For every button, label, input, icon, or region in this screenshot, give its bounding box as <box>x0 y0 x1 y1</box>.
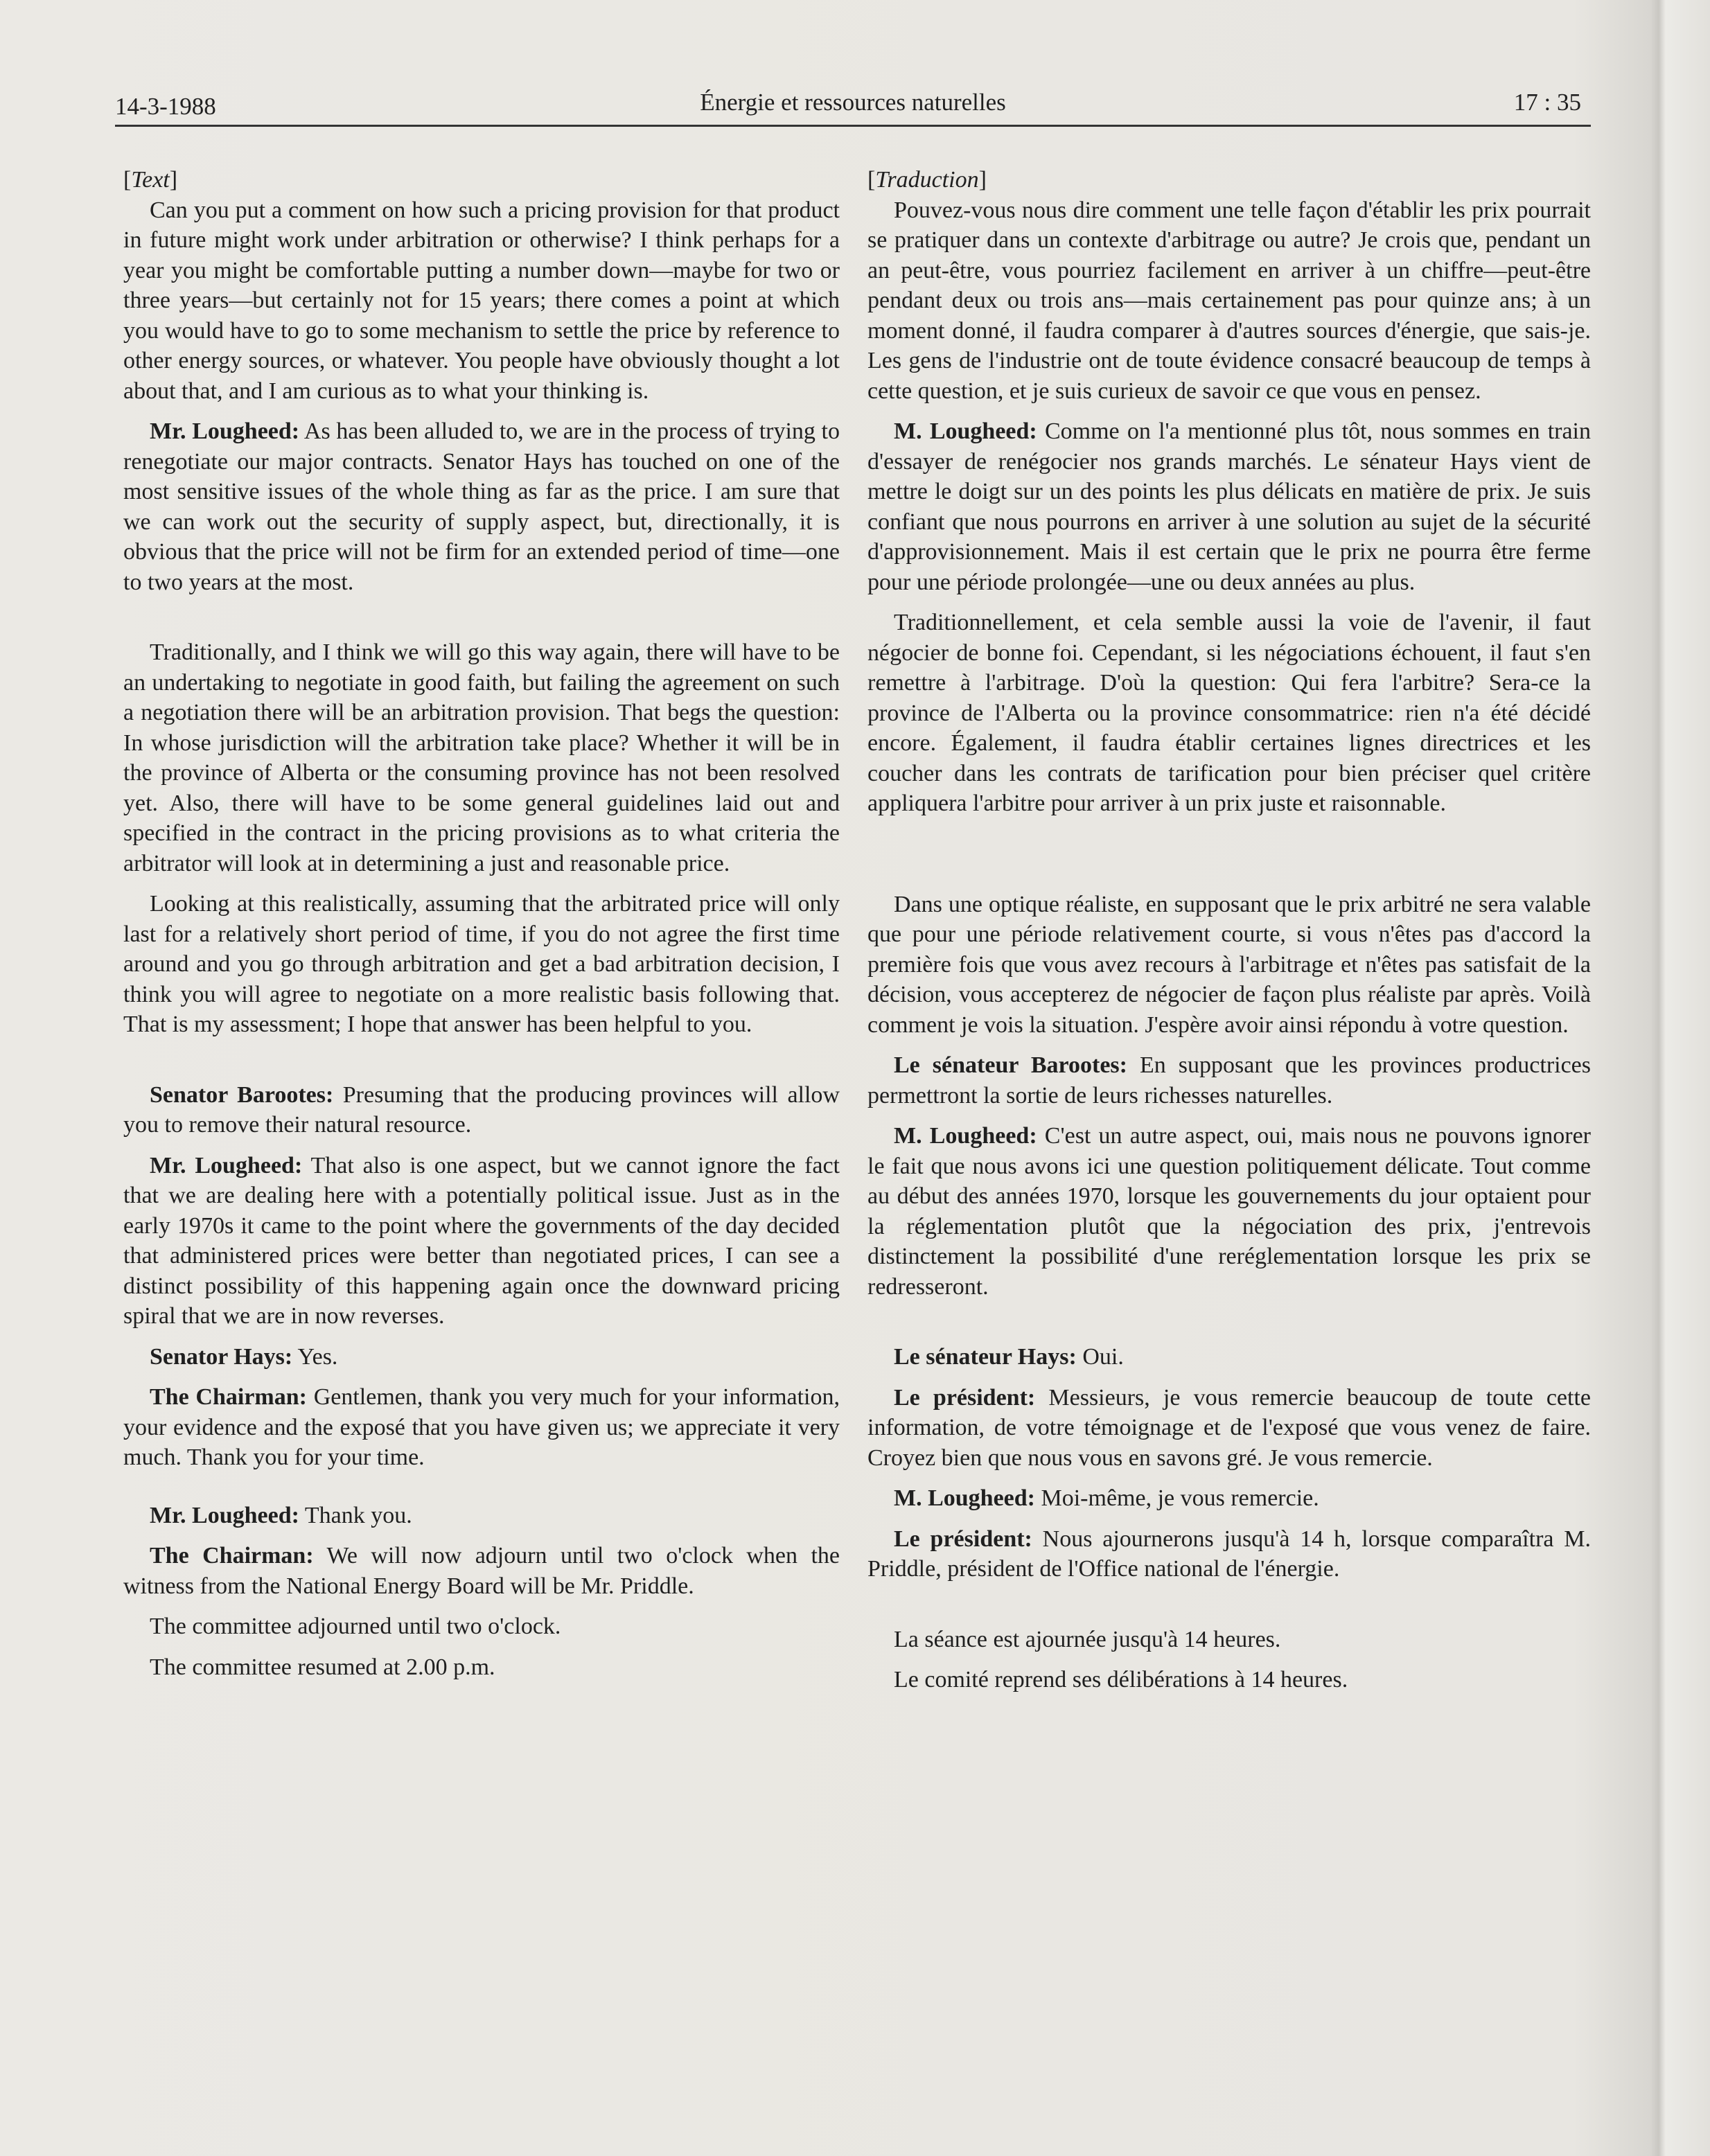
paragraph <box>867 1342 1591 1372</box>
paragraph <box>867 1383 1591 1474</box>
speech-text: Moi-même, je vous remercie. <box>1035 1485 1319 1511</box>
speech-text: We will now adjourn until two o'clock when the witness from the National Energy Board will be Mr. Priddle. <box>123 1543 840 1599</box>
paragraph: Traditionally, and I think we will go this way again, there will have to be an undertaking to negotiate in good faith, but failing the agreement on such a negotiation there will be an arbitration provision. That begs the question: In whose jurisdiction will the arbitration take place? Whether it will be in the province of Alberta or the consuming province has not been resolved yet. Also, there will have to be some general guidelines laid out and specified in the contract in the pricing provisions as to what criteria the arbitrator will look at in determining a just and reasonable price. <box>123 639 840 876</box>
french-column <box>867 165 1591 1706</box>
speaker-name: Le président: <box>894 1526 1032 1552</box>
paragraph <box>867 1483 1591 1514</box>
speech-text: Messieurs, je vous remercie beaucoup de toute cette information, de votre témoignage et de l'exposé que vous venez de faire. Croyez bien que nous vous en savons gré. Je vous remercie. <box>867 1384 1592 1471</box>
column-label <box>867 165 1591 195</box>
paragraph <box>123 1151 840 1332</box>
speaker-name: Mr. Lougheed: <box>150 418 300 444</box>
speaker-name: The Chairman: <box>150 1384 307 1410</box>
paragraph <box>867 1524 1591 1584</box>
paragraph <box>123 1382 840 1473</box>
speech-text: Comme on l'a mentionné plus tôt, nous sommes en train d'essayer de renégocier nos grands marchés. Le sénateur Hays vient de mettre le doigt sur un des points les plus délicats en matière de prix. Je suis confiant que nous pourrons en arriver à une solution au sujet de la sécurité d'approvisionnement. Mais il est certain que le prix ne pourra être ferme pour une période prolongée—une ou deux années au plus. <box>867 418 1591 595</box>
speech-text: As has been alluded to, we are in the process of trying to renegotiate our major contracts. Senator Hays has touched on one of the most sensitive issues of the whole thing as far as the price. I am sure that we can work out the security of supply aspect, but, directionally, it is obvious that the price will not be firm for an extended period of time—one to two years at the most. <box>123 418 840 595</box>
paragraph: Dans une optique réaliste, en supposant que le prix arbitré ne sera valable que pour une période relativement courte, si vous n'êtes pas d'accord la première fois que vous avez recours à l'arbitrage et n'êtes pas satisfait de la décision, vous accepterez de négocier de façon plus réaliste par après. Voilà comment je vois la situation. J'espère avoir ainsi répondu à votre question. <box>867 891 1591 1038</box>
speaker-name: Mr. Lougheed: <box>150 1502 299 1528</box>
label-bracket-open: [ <box>867 167 876 193</box>
paragraph <box>123 1342 840 1372</box>
header-title: Énergie et ressources naturelles <box>700 89 1006 116</box>
speaker-name: M. Lougheed: <box>894 1485 1035 1511</box>
speech-text: C'est un autre aspect, oui, mais nous ne pouvons ignorer le fait que nous avons ici une question politiquement délicate. Tout comme au début des années 1970, lorsque les gouvernements du jour optaient pour la réglementation plutôt que la négociation des prix, j'entrevois distinctement la possibilité d'une reréglementation lorsque les prix se redresseront. <box>867 1123 1592 1300</box>
paragraph: The committee resumed at 2.00 p.m. <box>150 1654 495 1680</box>
label-bracket-close: ] <box>169 167 178 193</box>
paragraph: La séance est ajournée jusqu'à 14 heures. <box>894 1626 1281 1652</box>
speech-text: Oui. <box>1076 1344 1124 1370</box>
speaker-name: Le sénateur Barootes: <box>894 1052 1127 1078</box>
speaker-name: M. Lougheed: <box>894 418 1037 444</box>
english-column <box>123 165 840 1693</box>
label-word: Text <box>131 167 170 193</box>
speaker-name: Mr. Lougheed: <box>150 1152 303 1178</box>
paragraph: The committee adjourned until two o'clock. <box>150 1614 561 1639</box>
paragraph <box>867 1121 1591 1302</box>
paragraph <box>123 1541 840 1601</box>
paragraph: Traditionnellement, et cela semble aussi la voie de l'avenir, il faut négocier de bonne foi. Cependant, si les négociations échouent, il faut s'en remettre à l'arbitrage. D'où la question: Qui fera l'arbitre? Sera-ce la province de l'Alberta ou la province consommatrice: rien n'a été décidé encore. Également, il faudra établir certaines lignes directrices et les coucher dans les contrats de tarification pour bien préciser quel critère appliquera l'arbitre pour arriver à un prix juste et raisonnable. <box>867 610 1591 816</box>
speech-text: Nous ajournerons jusqu'à 14 h, lorsque comparaîtra M. Priddle, président de l'Office national de l'énergie. <box>867 1526 1591 1582</box>
speech-text: Presuming that the producing provinces will allow you to remove their natural resource. <box>123 1081 840 1138</box>
paragraph: Can you put a comment on how such a pricing provision for that product in future might work under arbitration or otherwise? I think perhaps for a year you might be comfortable putting a number down—maybe for two or three years—but certainly not for 15 years; there comes a point at which you would have to go to some mechanism to settle the price by reference to other energy sources, or whatever. You people have obviously thought a lot about that, and I am curious as to what your thinking is. <box>123 197 840 404</box>
speech-text: Gentlemen, thank you very much for your information, your evidence and the exposé that you have given us; we appreciate it very much. Thank you for your time. <box>123 1384 840 1470</box>
speech-text: En supposant que les provinces productrices permettront la sortie de leurs richesses naturelles. <box>867 1052 1591 1108</box>
speaker-name: Senator Barootes: <box>150 1081 334 1108</box>
paragraph <box>867 416 1591 597</box>
speaker-name: Senator Hays: <box>150 1343 293 1370</box>
speaker-name: Le président: <box>894 1384 1036 1411</box>
label-bracket-close: ] <box>978 167 987 193</box>
speaker-name: Le sénateur Hays: <box>894 1344 1077 1370</box>
speaker-name: The Chairman: <box>150 1543 314 1569</box>
header-date: 14-3-1988 <box>115 93 216 120</box>
column-label <box>123 165 840 195</box>
page-header <box>115 89 1591 127</box>
header-page-number: 17 : 35 <box>1513 89 1581 116</box>
paragraph: Pouvez-vous nous dire comment une telle façon d'établir les prix pourrait se pratiquer dans un contexte d'arbitrage ou autre? Je crois que, pendant un an peut-être, vous pourriez facilement en arriver à un chiffre—peut-être pendant deux ou trois ans—mais certainement pas pour quinze ans; à un moment donné, il faudra comparer à d'autres sources d'énergie, que sais-je. Les gens de l'industrie ont de toute évidence consacré beaucoup de temps à cette question, et je suis curieux de savoir ce que vous en pensez. <box>867 197 1591 404</box>
paragraph: Le comité reprend ses délibérations à 14 heures. <box>894 1667 1348 1693</box>
speaker-name: M. Lougheed: <box>894 1123 1037 1149</box>
paragraph <box>867 1050 1591 1111</box>
speech-text: Yes. <box>292 1343 338 1370</box>
speech-text: That also is one aspect, but we cannot ignore the fact that we are dealing here with a potentially political issue. Just as in the early 1970s it came to the point where the governments of the day decided that administered prices were better than negotiated prices, I can see a distinct possibility of this happening again once the downward pricing spiral that we are in now reverses. <box>123 1152 840 1329</box>
paragraph <box>123 1501 840 1531</box>
label-word: Traduction <box>875 167 979 193</box>
paragraph <box>123 416 840 597</box>
paragraph: Looking at this realistically, assuming that the arbitrated price will only last for a relatively short period of time, if you do not agree the first time around and you go through arbitration and get a bad arbitration decision, I think you will agree to negotiate on a more realistic basis following that. That is my assessment; I hope that answer has been helpful to you. <box>123 891 840 1037</box>
paragraph <box>123 1080 840 1140</box>
label-bracket-open: [ <box>123 167 132 193</box>
speech-text: Thank you. <box>299 1502 412 1528</box>
